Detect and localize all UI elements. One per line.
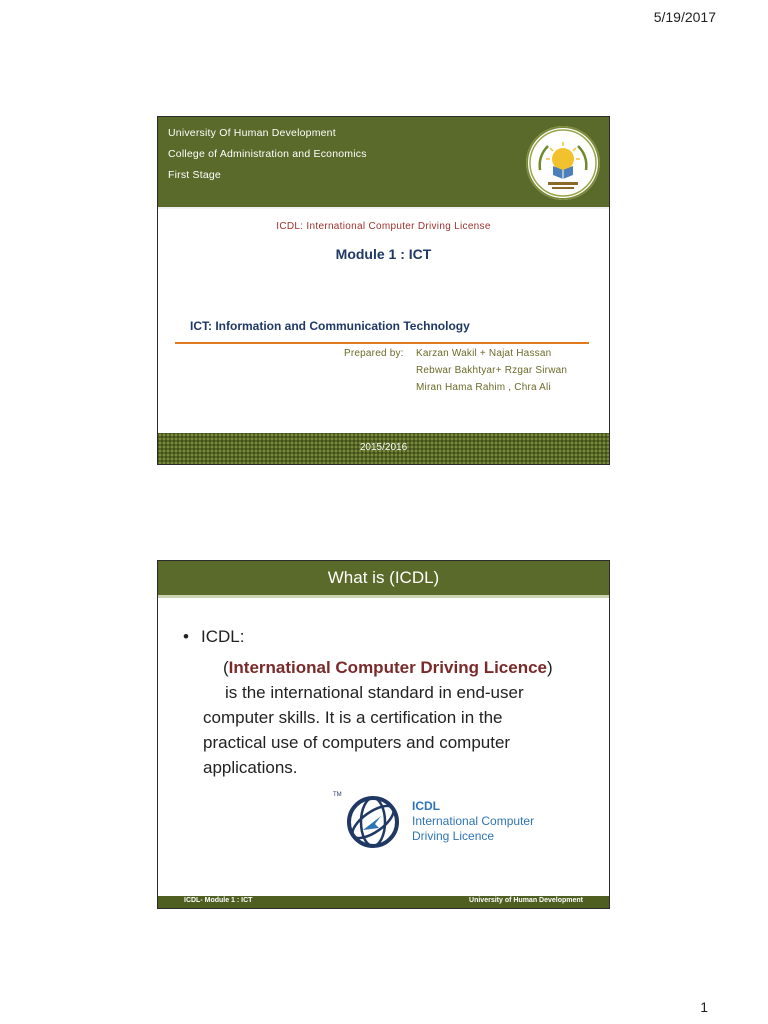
icdl-logo-line-2: Driving Licence xyxy=(412,829,495,843)
footer-university-label: University of Human Development xyxy=(469,897,583,904)
paren-open: ( xyxy=(223,658,229,677)
slide-1-subtitle: ICDL: International Computer Driving License xyxy=(276,221,491,232)
slide-2 xyxy=(157,560,610,909)
header-divider xyxy=(158,207,609,209)
slide-1 xyxy=(157,116,610,465)
ict-definition: ICT: Information and Communication Technology xyxy=(190,319,470,333)
university-seal-icon xyxy=(526,126,600,200)
academic-year: 2015/2016 xyxy=(359,442,408,453)
page-number: 1 xyxy=(700,999,708,1015)
author-line-1: Karzan Wakil + Najat Hassan xyxy=(416,348,552,359)
bullet-text: ICDL: xyxy=(201,627,245,646)
paren-close: ) xyxy=(547,658,553,677)
author-line-3: Miran Hama Rahim , Chra Ali xyxy=(416,382,551,393)
footer-module-label: ICDL- Module 1 : ICT xyxy=(184,897,253,904)
slide-1-footer xyxy=(158,433,609,464)
definition-line-3: computer skills. It is a certification in the xyxy=(203,708,503,727)
header-strip xyxy=(158,595,609,598)
slide-1-title: Module 1 : ICT xyxy=(335,246,432,262)
slide-2-header xyxy=(158,561,609,595)
slide-2-title: What is (ICDL) xyxy=(327,568,440,587)
icdl-full-name: International Computer Driving Licence xyxy=(228,658,547,677)
icdl-wordmark: ICDL xyxy=(412,799,440,813)
definition-line-1 xyxy=(203,655,579,680)
university-name: University Of Human Development xyxy=(168,127,336,139)
accent-divider xyxy=(175,342,589,344)
icdl-globe-icon xyxy=(345,794,401,850)
slide-1-header xyxy=(158,117,609,207)
bullet-icon: • xyxy=(183,627,189,646)
definition-line-2: is the international standard in end-user xyxy=(225,683,524,702)
page-date: 5/19/2017 xyxy=(653,9,716,25)
prepared-by-label: Prepared by: xyxy=(344,348,404,359)
trademark: TM xyxy=(333,792,342,798)
stage-label: First Stage xyxy=(168,169,221,181)
definition-text xyxy=(203,655,579,780)
definition-line-5: applications. xyxy=(203,758,298,777)
definition-line-4: practical use of computers and computer xyxy=(203,733,511,752)
bullet-item xyxy=(183,627,244,647)
icdl-logo-line-1: International Computer xyxy=(412,814,535,828)
icdl-logo xyxy=(333,788,553,852)
college-name: College of Administration and Economics xyxy=(168,148,367,160)
slide-2-footer xyxy=(158,896,609,908)
author-line-2: Rebwar Bakhtyar+ Rzgar Sirwan xyxy=(416,365,568,376)
